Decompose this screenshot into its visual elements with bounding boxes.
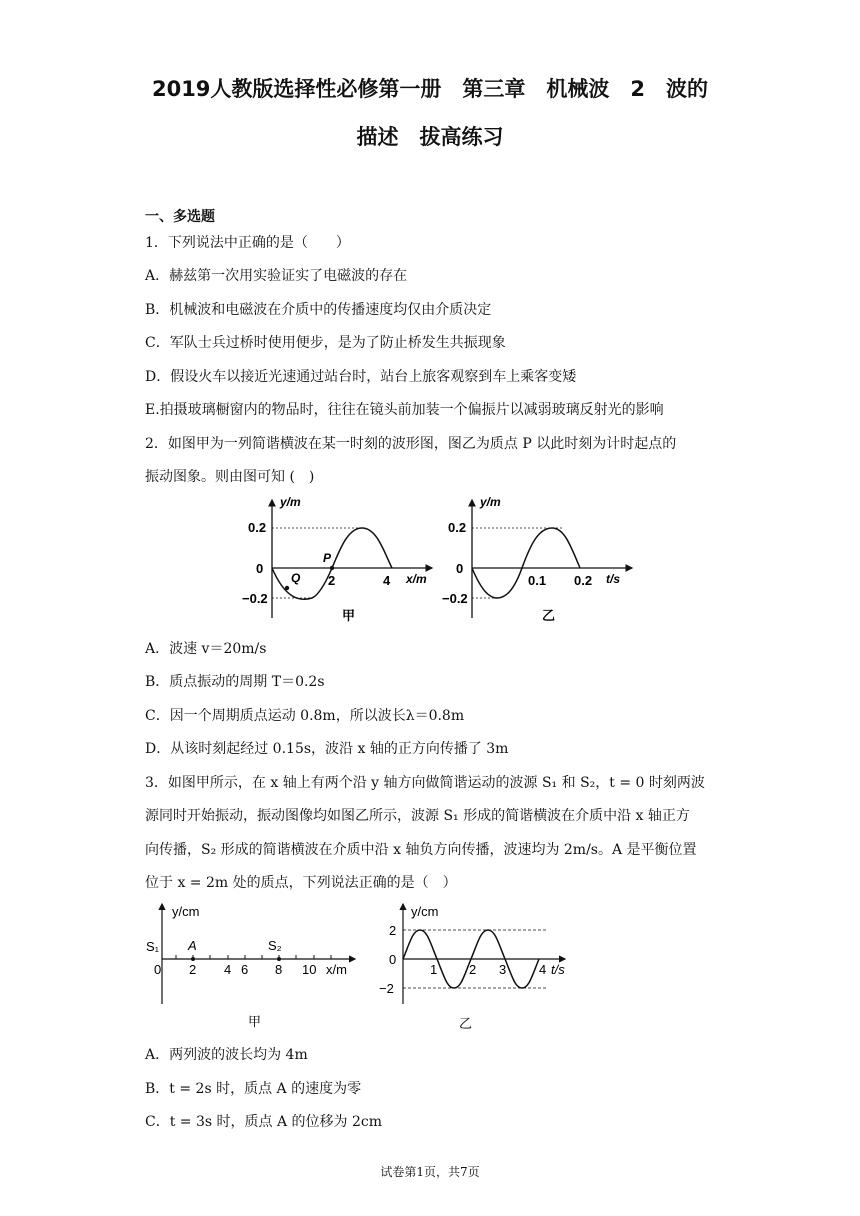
- y-axis-label: y/m: [280, 495, 301, 509]
- page-title-line-1: 2019人教版选择性必修第一册 第三章 机械波 2 波的: [151, 77, 709, 101]
- q3-stem-line-1: 3．如图甲所示，在 x 轴上有两个沿 y 轴方向做简谐运动的波源 S₁ 和 S₂，t = 0 时刻两波: [145, 775, 705, 791]
- x-axis-label: t/s: [551, 962, 565, 977]
- y-tick-bottom: −0.2: [242, 591, 268, 606]
- q1-option-d: D．假设火车以接近光速通过站台时，站台上旅客观察到车上乘客变矮: [145, 369, 577, 385]
- label-s2: S₂: [268, 938, 282, 953]
- section-heading: 一、多选题: [145, 209, 215, 225]
- q1-stem: 1．下列说法中正确的是（ ）: [145, 235, 350, 251]
- q3-option-c: C．t = 3s 时，质点 A 的位移为 2cm: [145, 1114, 382, 1130]
- y-tick-zero: 0: [256, 561, 264, 576]
- x-tick-6: 6: [241, 962, 249, 977]
- q3-figure-yi: [375, 900, 580, 1035]
- x-tick-1: 1: [430, 962, 438, 977]
- x-axis-label: t/s: [606, 572, 621, 586]
- point-q-dot: [285, 586, 289, 590]
- q2-stem-line-2: 振动图象。则由图可知 ( ): [145, 469, 315, 485]
- point-q-label: Q: [291, 571, 301, 585]
- wave-curve: [272, 528, 392, 599]
- y-tick-top: 0.2: [248, 520, 267, 535]
- x-tick-2: 2: [189, 962, 197, 977]
- q1-option-b: B．机械波和电磁波在介质中的传播速度均仅由介质决定: [145, 302, 492, 318]
- y-tick-zero: 0: [456, 561, 464, 576]
- point-a-dot: [191, 957, 195, 961]
- point-p-label: P: [323, 551, 332, 565]
- point-s2-dot: [277, 957, 281, 961]
- x-tick-4: 4: [224, 962, 232, 977]
- label-a: A: [188, 938, 197, 953]
- q1-option-e: E.拍摄玻璃橱窗内的物品时，往往在镜头前加装一个偏振片以减弱玻璃反射光的影响: [145, 402, 664, 418]
- y-axis-label: y/cm: [411, 904, 439, 919]
- x-tick-2: 2: [328, 573, 336, 588]
- caption-jia: 甲: [248, 1014, 262, 1029]
- x-tick-2: 2: [469, 962, 477, 977]
- page-footer: 试卷第1页，共7页: [380, 1165, 480, 1179]
- y-axis-label: y/cm: [172, 904, 200, 919]
- x-tick-0-1: 0.1: [528, 573, 547, 588]
- q2-option-b: B．质点振动的周期 T＝0.2s: [145, 674, 325, 690]
- y-tick-bottom: −0.2: [442, 591, 468, 606]
- x-tick-8: 8: [275, 962, 283, 977]
- q2-figure-jia: [240, 494, 440, 629]
- x-tick-0-2: 0.2: [574, 573, 593, 588]
- caption-jia: 甲: [342, 608, 356, 623]
- q2-stem-line-1: 2．如图甲为一列简谐横波在某一时刻的波形图，图乙为质点 P 以此时刻为计时起点的: [145, 436, 677, 452]
- x-axis-label: x/m: [406, 572, 427, 586]
- y-axis-label: y/m: [480, 495, 501, 509]
- caption-yi: 乙: [459, 1016, 473, 1031]
- q3-figure-jia: [140, 900, 370, 1035]
- x-axis-label: x/m: [326, 962, 347, 977]
- q3-option-b: B．t = 2s 时，质点 A 的速度为零: [145, 1081, 362, 1097]
- y-tick-zero: 0: [389, 952, 397, 967]
- q2-option-d: D．从该时刻起经过 0.15s，波沿 x 轴的正方向传播了 3m: [145, 741, 509, 757]
- q2-figure-yi: [440, 494, 640, 629]
- point-p-dot: [330, 566, 334, 570]
- x-tick-10: 10: [302, 962, 317, 977]
- q2-option-a: A．波速 v＝20m/s: [145, 641, 267, 657]
- x-tick-3: 3: [499, 962, 507, 977]
- q2-option-c: C．因一个周期质点运动 0.8m，所以波长λ＝0.8m: [145, 708, 465, 724]
- q3-stem-line-4: 位于 x = 2m 处的质点，下列说法正确的是（ ）: [145, 875, 457, 891]
- x-tick-4: 4: [539, 962, 547, 977]
- y-tick-bottom: −2: [379, 981, 394, 996]
- q3-stem-line-2: 源同时开始振动，振动图像均如图乙所示，波源 S₁ 形成的简谐横波在介质中沿 x 轴正方: [145, 808, 690, 824]
- x-tick-0: 0: [154, 962, 162, 977]
- y-tick-top: 2: [389, 923, 397, 938]
- q3-option-a: A．两列波的波长均为 4m: [145, 1047, 308, 1063]
- q1-option-a: A．赫兹第一次用实验证实了电磁波的存在: [145, 268, 408, 284]
- x-tick-4: 4: [383, 573, 391, 588]
- y-tick-top: 0.2: [448, 520, 467, 535]
- q3-stem-line-3: 向传播，S₂ 形成的简谐横波在介质中沿 x 轴负方向传播，波速均为 2m/s。A 是平衡位置: [145, 842, 697, 858]
- label-s1: S₁: [146, 939, 160, 954]
- page-title-line-2: 描述 拔高练习: [356, 125, 504, 149]
- q1-option-c: C．军队士兵过桥时使用便步，是为了防止桥发生共振现象: [145, 335, 506, 351]
- vibration-curve: [472, 528, 580, 598]
- caption-yi: 乙: [542, 608, 556, 623]
